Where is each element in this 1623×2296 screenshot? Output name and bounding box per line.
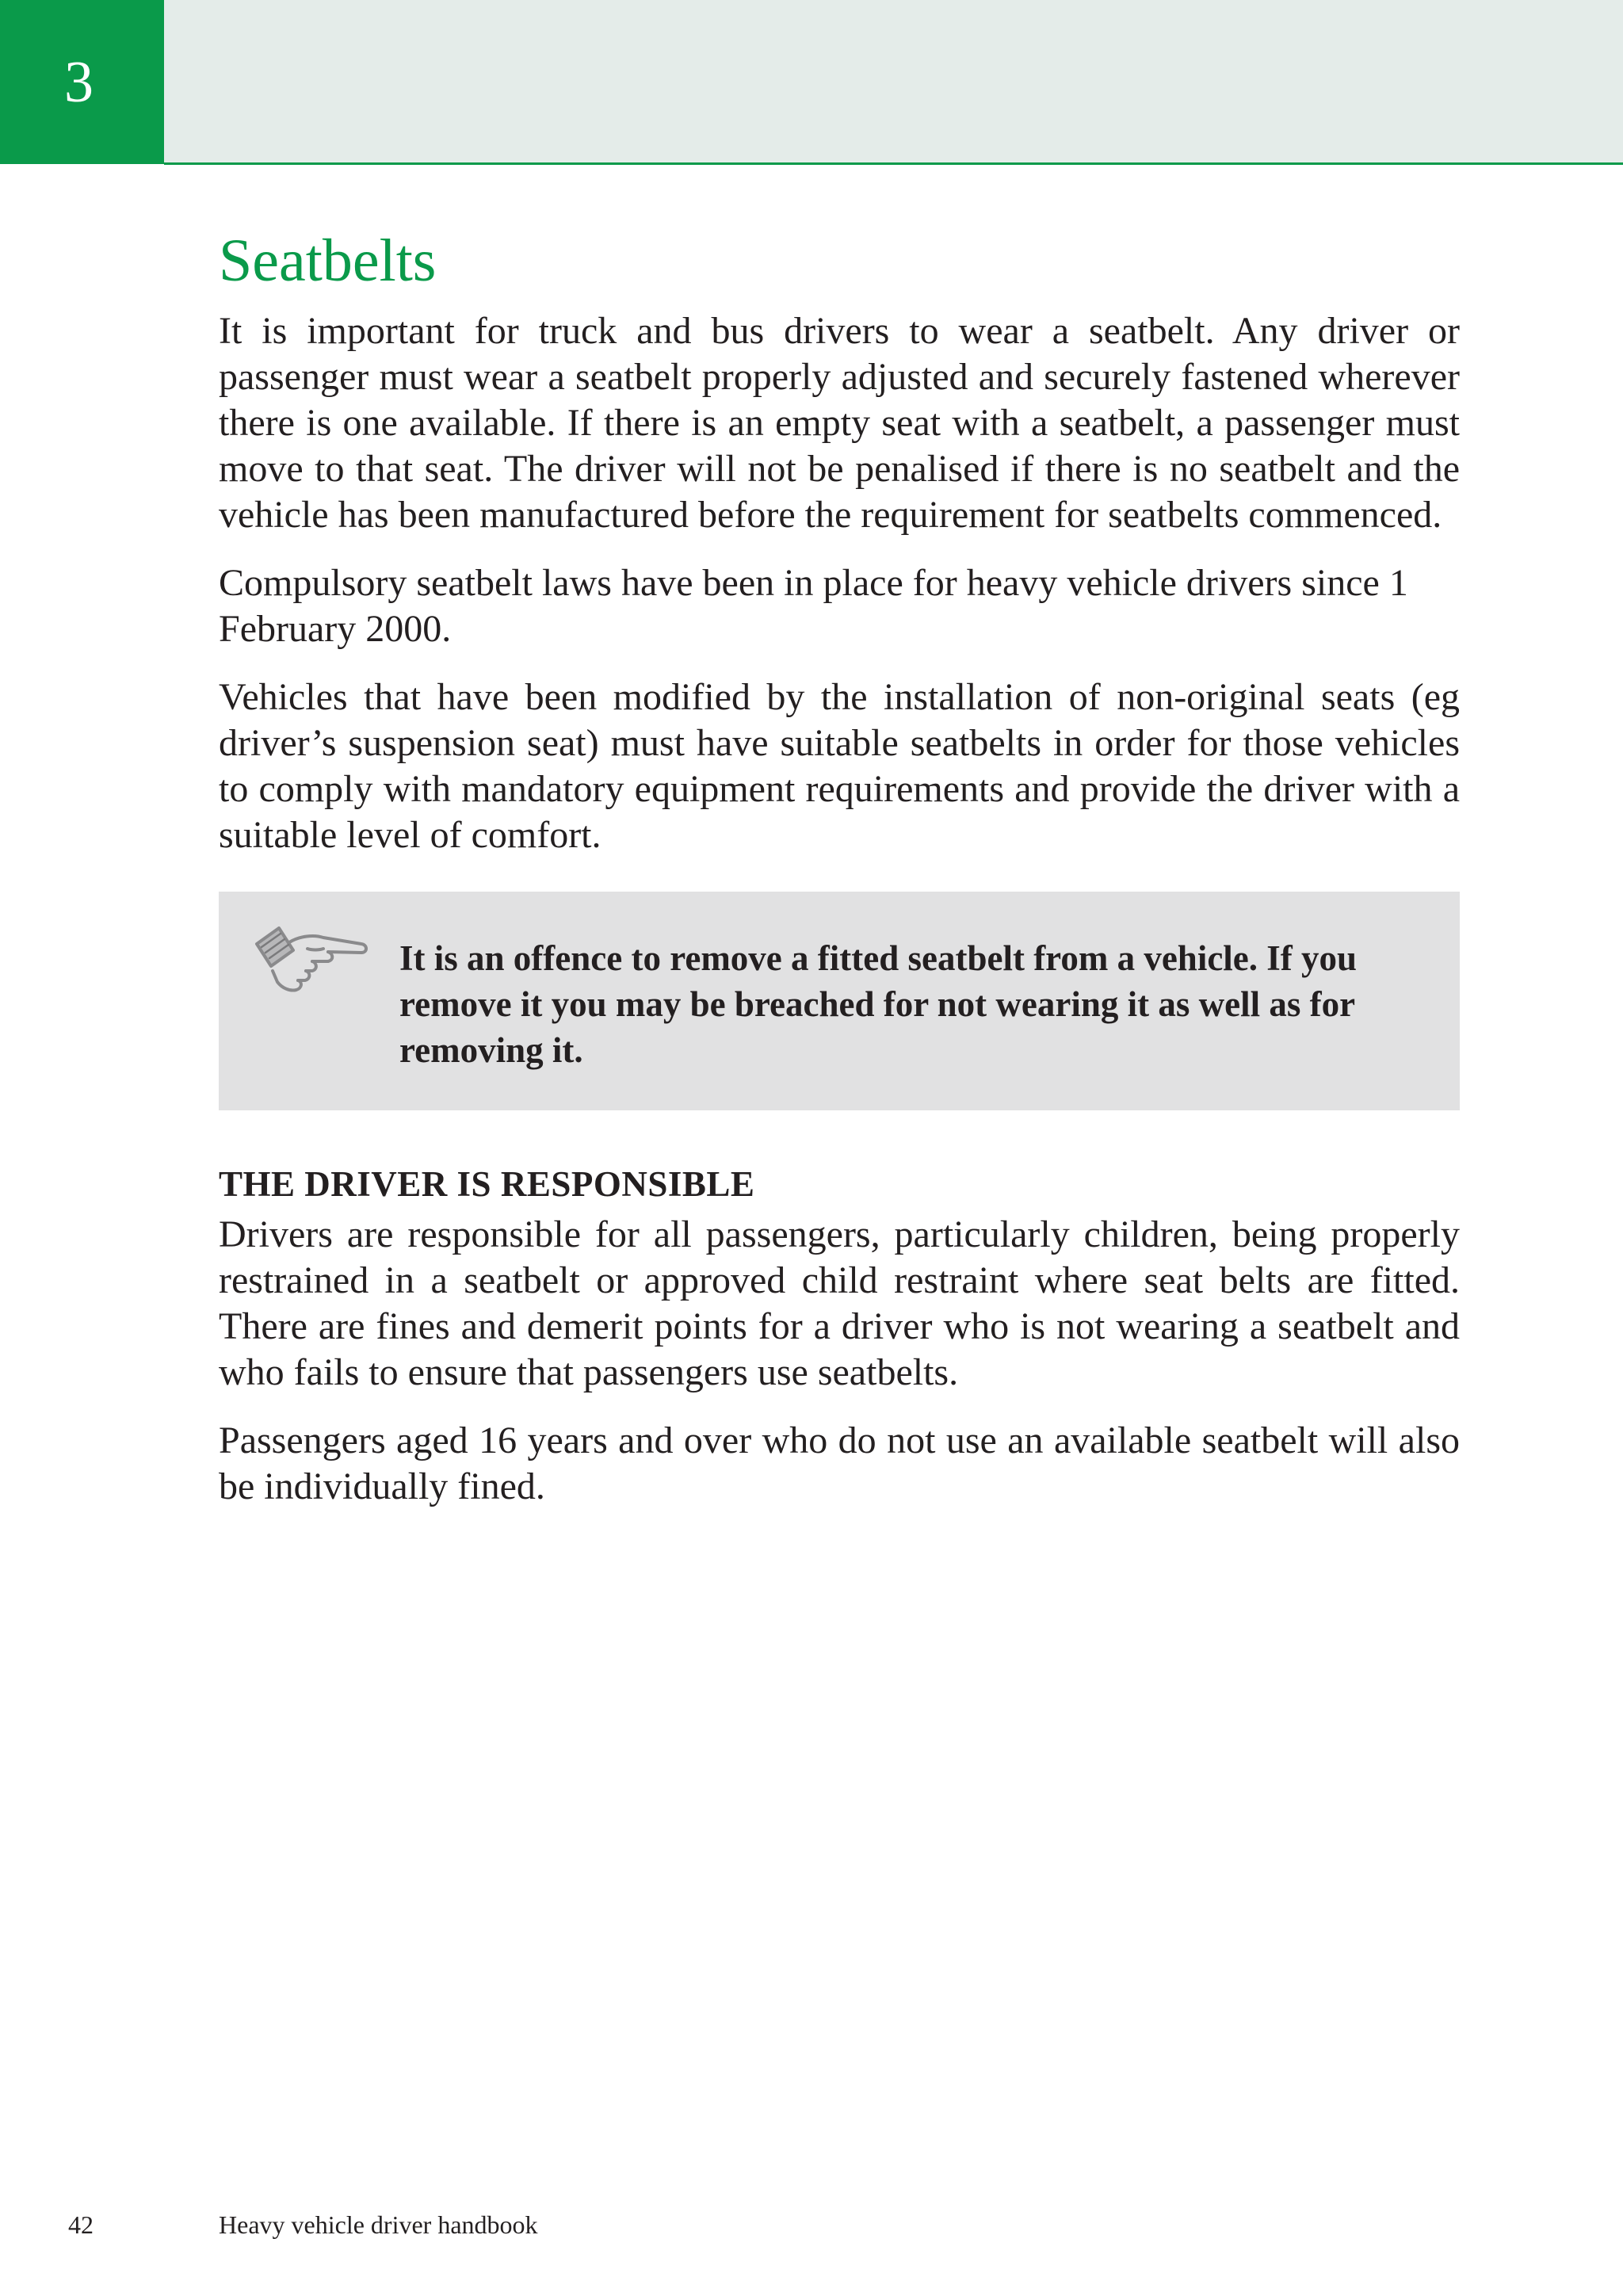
body-paragraph: Passengers aged 16 years and over who do not use an available seatbelt will also be individually fined. [219, 1419, 1460, 1508]
body-paragraph: Drivers are responsible for all passengers, particularly children, being properly restrained in a seatbelt or approved child restraint where seat belts are fitted. There are fines and demerit points for a driver who is not wearing a seatbelt and who fails to ensure that passengers use seatbelts. [219, 1213, 1460, 1394]
pointing-hand-icon [246, 912, 374, 1007]
body-paragraph: Vehicles that have been modified by the installation of non-original seats (eg driver’s suspension seat) must have suitable seatbelts in order for those vehicles to comply with mandatory equipment requirements and provide the driver with a suitable level of comfort. [219, 676, 1460, 857]
header-band [164, 0, 1623, 165]
page-content [219, 225, 1460, 1532]
callout-text: It is an offence to remove a fitted seatbelt from a vehicle. If you remove it you may be breached for not wearing it as well as for removing it. [399, 938, 1358, 1071]
chapter-number: 3 [64, 49, 94, 115]
offence-callout-box [219, 892, 1460, 1110]
section-title: Seatbelts [219, 227, 437, 294]
footer-book-title: Heavy vehicle driver handbook [219, 2210, 538, 2239]
subsection-heading: THE DRIVER IS RESPONSIBLE [219, 1164, 755, 1205]
page-number: 42 [68, 2210, 94, 2239]
chapter-number-tab [0, 0, 164, 164]
body-paragraph: It is important for truck and bus drivers to wear a seatbelt. Any driver or passenger must wear a seatbelt properly adjusted and securely fastened wherever there is one available. If there is an empty seat with a seatbelt, a passenger must move to that seat. The driver will not be penalised if there is no seatbelt and the vehicle has been manufactured before the requirement for seatbelts commenced. [219, 310, 1460, 537]
body-paragraph: Compulsory seatbelt laws have been in place for heavy vehicle drivers since 1 February 2000. [219, 562, 1408, 651]
